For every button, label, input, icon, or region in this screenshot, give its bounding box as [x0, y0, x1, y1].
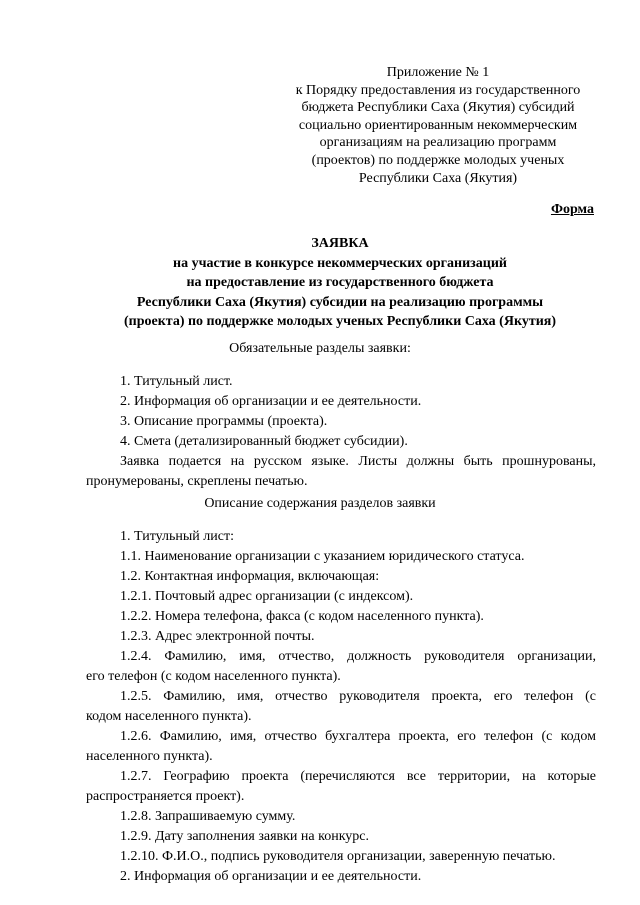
list-item: 1.2.8. Запрашиваемую сумму.: [120, 809, 296, 824]
paragraph-line: Заявка подается на русском языке. Листы должны быть прошнурованы,: [120, 454, 596, 469]
list-item: 1. Титульный лист:: [120, 529, 234, 544]
list-item: 1.2.10. Ф.И.О., подпись руководителя организации, заверенную печатью.: [120, 849, 556, 864]
list-item: 1.2.5. Фамилию, имя, отчество руководителя проекта, его телефон (с: [120, 689, 596, 704]
annex-header: [282, 64, 594, 187]
list-item-continuation: распространяется проект).: [86, 789, 245, 804]
list-item: 3. Описание программы (проекта).: [120, 414, 328, 429]
annex-line: организациям на реализацию программ: [319, 135, 557, 151]
annex-line: Республики Саха (Якутия): [358, 170, 518, 186]
title-line: на участие в конкурсе некоммерческих организаций: [173, 255, 507, 271]
list-item: 1.2.3. Адрес электронной почты.: [120, 629, 315, 644]
list-item: 1.2.2. Номера телефона, факса (с кодом населенного пункта).: [120, 609, 484, 624]
annex-line: социально ориентированным некоммерческим: [298, 117, 578, 133]
document-title: [90, 234, 590, 332]
form-label: Форма: [550, 202, 594, 217]
list-item-continuation: населенного пункта).: [86, 749, 213, 764]
list-item: 1.2.1. Почтовый адрес организации (с индексом).: [120, 589, 414, 604]
list-item: 1.2.6. Фамилию, имя, отчество бухгалтера проекта, его телефон (с кодом: [120, 729, 596, 744]
title-line: Республики Саха (Якутия) субсидии на реализацию программы: [136, 294, 544, 310]
title-line: на предоставление из государственного бюджета: [186, 275, 494, 290]
title-line: (проекта) по поддержке молодых ученых Республики Саха (Якутия): [123, 314, 557, 329]
list-item: 4. Смета (детализированный бюджет субсидии).: [120, 434, 408, 449]
section1-list: [86, 372, 596, 492]
annex-line: (проектов) по поддержке молодых ученых: [311, 152, 565, 168]
list-item: 1.2.7. Географию проекта (перечисляются все территории, на которые: [120, 769, 596, 784]
list-item: 1.2.9. Дату заполнения заявки на конкурс.: [120, 829, 370, 844]
annex-line: к Порядку предоставления из государственного: [295, 82, 581, 98]
title-main: ЗАЯВКА: [311, 236, 369, 251]
section2-list: [86, 527, 596, 887]
list-item-continuation: кодом населенного пункта).: [86, 709, 252, 724]
list-item: 1.2.4. Фамилию, имя, отчество, должность руководителя организации,: [120, 649, 596, 664]
section2-heading: Описание содержания разделов заявки: [204, 496, 436, 511]
list-item: 2. Информация об организации и ее деятельности.: [120, 394, 422, 409]
annex-line: бюджета Республики Саха (Якутия) субсидий: [301, 100, 575, 116]
paragraph-line: пронумерованы, скреплены печатью.: [86, 474, 308, 489]
list-item: 1. Титульный лист.: [120, 374, 233, 389]
list-item: 1.1. Наименование организации с указанием юридического статуса.: [120, 549, 525, 564]
list-item-continuation: его телефон (с кодом населенного пункта).: [86, 669, 341, 684]
annex-number: Приложение № 1: [386, 65, 490, 80]
list-item: 1.2. Контактная информация, включающая:: [120, 569, 380, 584]
section1-heading: Обязательные разделы заявки:: [229, 341, 411, 356]
list-item: 2. Информация об организации и ее деятельности.: [120, 869, 422, 884]
